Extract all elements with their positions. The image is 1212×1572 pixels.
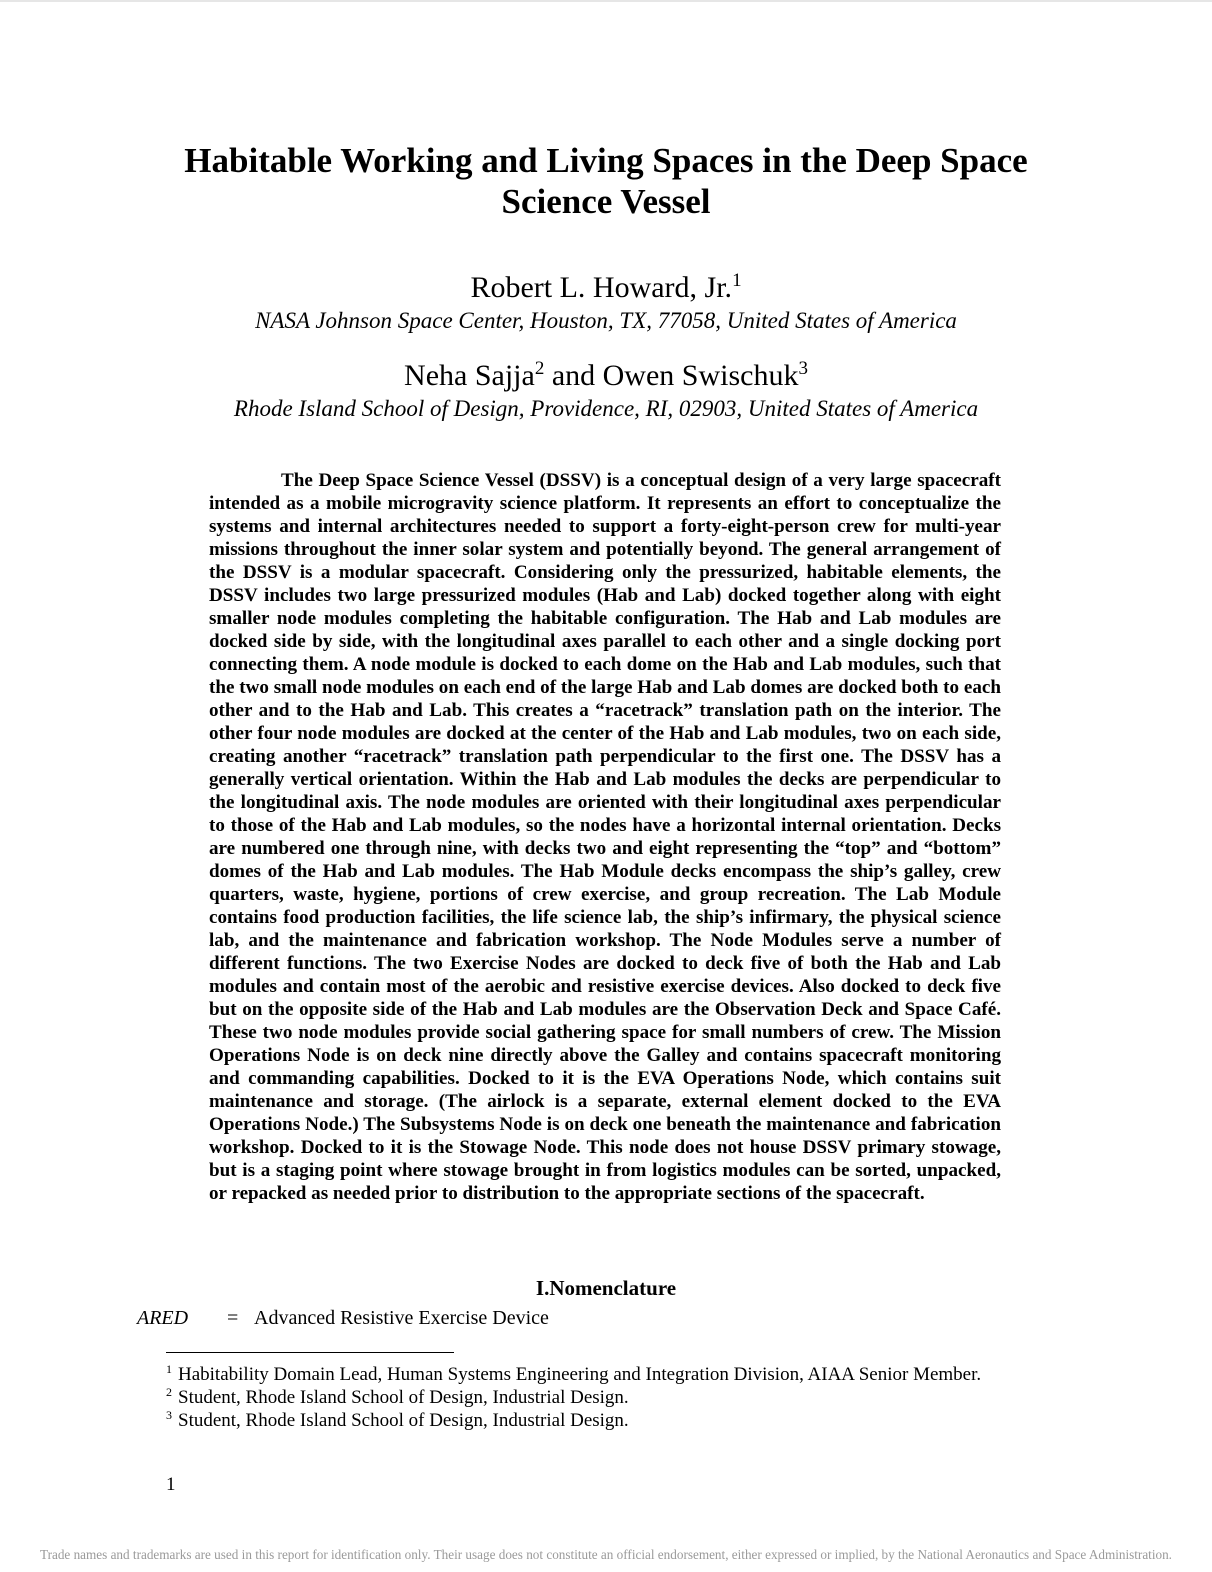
author-joiner: and: [544, 359, 603, 392]
footnote-1-text: Habitability Domain Lead, Human Systems Engineering and Integration Division, AIAA Senior Member.: [178, 1364, 982, 1385]
author-1-name: Robert L. Howard, Jr.: [470, 271, 733, 304]
footnote-2: [166, 1386, 1066, 1409]
footnote-3-text: Student, Rhode Island School of Design, Industrial Design.: [178, 1410, 629, 1431]
nomenclature-equals: =: [227, 1307, 239, 1329]
author-1: [100, 271, 1112, 305]
footnote-1-mark: 1: [166, 1361, 172, 1376]
author-3-footnote-mark: 3: [798, 358, 808, 379]
author-1-footnote-mark: 1: [732, 270, 742, 291]
author-2-3: [100, 359, 1112, 393]
nomenclature-definition: Advanced Resistive Exercise Device: [254, 1307, 549, 1329]
page-number: 1: [166, 1474, 176, 1495]
footnote-separator: [166, 1352, 454, 1353]
footnote-1: [166, 1363, 1066, 1386]
page-top-border: [0, 0, 1212, 2]
author-1-affiliation: NASA Johnson Space Center, Houston, TX, 77058, United States of America: [255, 308, 957, 333]
nomenclature-term: ARED: [137, 1307, 189, 1329]
author-2-footnote-mark: 2: [534, 358, 545, 379]
nomenclature-entry: [0, 1306, 1212, 1330]
footnote-2-text: Student, Rhode Island School of Design, Industrial Design.: [178, 1387, 629, 1408]
trademark-disclaimer: Trade names and trademarks are used in this report for identification only. Their usage does not constitute an official endorsement, either expressed or implied, by the National Aeronautics and Space Administration.: [40, 1547, 1172, 1562]
paper-title: Habitable Working and Living Spaces in the Deep Space Science Vessel: [184, 141, 1028, 221]
footnote-2-mark: 2: [166, 1384, 172, 1399]
author-3-name: Owen Swischuk: [602, 359, 799, 392]
author-2-3-affiliation: Rhode Island School of Design, Providence, RI, 02903, United States of America: [233, 396, 979, 421]
nomenclature-heading: I.Nomenclature: [535, 1276, 677, 1300]
footnote-3-mark: 3: [166, 1407, 172, 1422]
abstract: The Deep Space Science Vessel (DSSV) is a conceptual design of a very large spacecraft intended as a mobile microgravity science platform. It represents an effort to conceptualize the systems and internal architectures needed to support a forty-eight-person crew for multi-year missions throughout the inner solar system and potentially beyond. The general arrangement of the DSSV is a modular spacecraft. Considering only the pressurized, habitable elements, the DSSV includes two large pressurized modules (Hab and Lab) docked together along with eight smaller node modules completing the habitable configuration. The Hab and Lab modules are docked side by side, with the longitudinal axes parallel to each other and a single docking port connecting them. A node module is docked to each dome on the Hab and Lab modules, such that the two small node modules on each end of the large Hab and Lab domes are docked both to each other and to the Hab and Lab. This creates a “racetrack” translation path on the interior. The other four node modules are docked at the center of the Hab and Lab modules, two on each side, creating another “racetrack” translation path perpendicular to the first one. The DSSV has a generally vertical orientation. Within the Hab and Lab modules the decks are perpendicular to the longitudinal axis. The node modules are oriented with their longitudinal axes perpendicular to those of the Hab and Lab modules, so the nodes have a horizontal internal orientation. Decks are numbered one through nine, with decks two and eight representing the “top” and “bottom” domes of the Hab and Lab modules. The Hab Module decks encompass the ship’s galley, crew quarters, waste, hygiene, portions of crew exercise, and group recreation. The Lab Module contains food production facilities, the life science lab, the ship’s infirmary, the physical science lab, and the maintenance and fabrication workshop. The Node Modules serve a number of different functions. The two Exercise Nodes are docked to deck five of both the Hab and Lab modules and contain most of the aerobic and resistive exercise devices. Also docked to deck five but on the opposite side of the Hab and Lab modules are the Observation Deck and Space Café. These two node modules provide social gathering space for small numbers of crew. The Mission Operations Node is on deck nine directly above the Galley and contains spacecraft monitoring and commanding capabilities. Docked to it is the EVA Operations Node, which contains suit maintenance and storage. (The airlock is a separate, external element docked to the EVA Operations Node.) The Subsystems Node is on deck one beneath the maintenance and fabrication workshop. Docked to it is the Stowage Node. This node does not house DSSV primary stowage, but is a staging point where stowage brought in from logistics modules can be sorted, unpacked, or repacked as needed prior to distribution to the appropriate sections of the spacecraft.: [209, 470, 1001, 1204]
footnote-3: [166, 1409, 1066, 1432]
author-2-name: Neha Sajja: [404, 359, 535, 392]
